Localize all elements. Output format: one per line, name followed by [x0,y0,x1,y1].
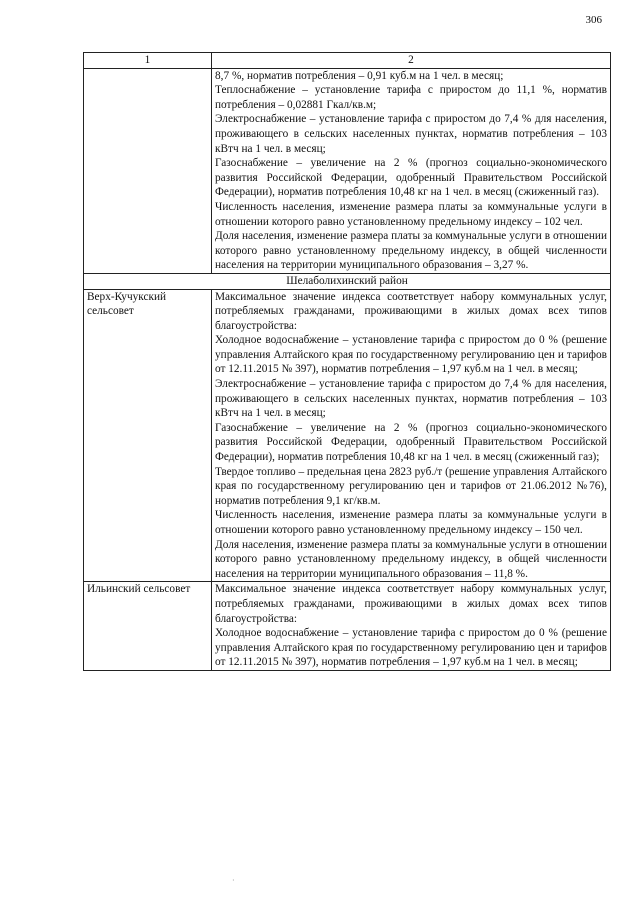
table-header-row [84,53,611,69]
description-cell [212,289,611,582]
paragraph: 8,7 %, норматив потребления – 0,91 куб.м на 1 чел. в месяц; [215,69,504,82]
paragraph: Газоснабжение – увеличение на 2 % (прогноз социально-экономического развития Российской Федерации, одобренный Правительством Российской Федерации), норматив потребления 10,48 кг на 1 чел. в месяц (сжиженный газ); [215,421,607,464]
paragraph: Электроснабжение – установление тарифа с приростом до 7,4 % для населения, проживающего в сельских населенных пунктах, норматив потребления – 103 кВтч на 1 чел. в месяц; [215,378,607,420]
paragraph: Максимальное значение индекса соответствует набору коммунальных услуг, потребляемых гражданами, проживающими в жилых домах всех типов благоустройства: [215,290,607,332]
table-row [84,289,611,582]
scan-dot: · [232,876,235,885]
description-cell [212,582,611,671]
municipality-cell: Ильинский сельсовет [84,582,212,671]
paragraph: Газоснабжение – увеличение на 2 % (прогноз социально-экономического развития Российской Федерации, одобренный Правительством Российской Федерации), норматив потребления 10,48 кг на 1 чел. в месяц (сжиженный газ). [215,157,607,199]
paragraph: Максимальное значение индекса соответствует набору коммунальных услуг, потребляемых гражданами, проживающими в жилых домах всех типов благоустройства: [215,583,607,625]
paragraph: Доля населения, изменение размера платы за коммунальные услуги в отношении которого равно установленному предельному индексу, в общей численности населения на территории муниципального образования – 11,8 %. [215,538,607,580]
paragraph: Твердое топливо – предельная цена 2823 руб./т (решение управления Алтайского края по государственному регулированию цен и тарифов от 21.06.2012 №76), норматив потребления 9,1 кг/кв.м. [215,465,607,507]
paragraph: Численность населения, изменение размера платы за коммунальные услуги в отношении которого равно установленному предельному индексу – 150 чел. [215,509,607,536]
paragraph: Численность населения, изменение размера платы за коммунальные услуги в отношении которого равно установленному предельному индексу – 102 чел. [215,200,607,228]
paragraph: Холодное водоснабжение – установление тарифа с приростом до 0 % (решение управления Алтайского края по государственному регулированию цен и тарифов от 12.11.2015 № 397), норматив потребления – 1,97 куб.м на 1 чел. в месяц; [215,334,607,376]
table-row [84,582,611,671]
column-header-1: 1 [84,53,212,69]
page-number: 306 [585,14,602,26]
utility-index-table [83,52,611,671]
column-header-2: 2 [212,53,611,69]
description-cell [212,68,611,273]
region-row [84,273,611,289]
table-row-continued [84,68,611,273]
municipality-cell-empty [84,68,212,273]
municipality-cell: Верх-Кучукский сельсовет [84,289,212,582]
paragraph: Доля населения, изменение размера платы за коммунальные услуги в отношении которого равно установленному предельному индексу, в общей численности населения на территории муниципального образования – 3,27 %. [215,230,607,272]
paragraph: Электроснабжение – установление тарифа с приростом до 7,4 % для населения, проживающего в сельских населенных пунктах, норматив потребления – 103 кВтч на 1 чел. в месяц; [215,113,607,155]
paragraph: Теплоснабжение – установление тарифа с приростом до 11,1 %, норматив потребления – 0,02881 Гкал/кв.м; [215,84,607,111]
paragraph: Холодное водоснабжение – установление тарифа с приростом до 0 % (решение управления Алтайского края по государственному регулированию цен и тарифов от 12.11.2015 № 397), норматив потребления – 1,97 куб.м на 1 чел. в месяц; [215,627,607,669]
region-title: Шелаболихинский район [84,273,611,289]
